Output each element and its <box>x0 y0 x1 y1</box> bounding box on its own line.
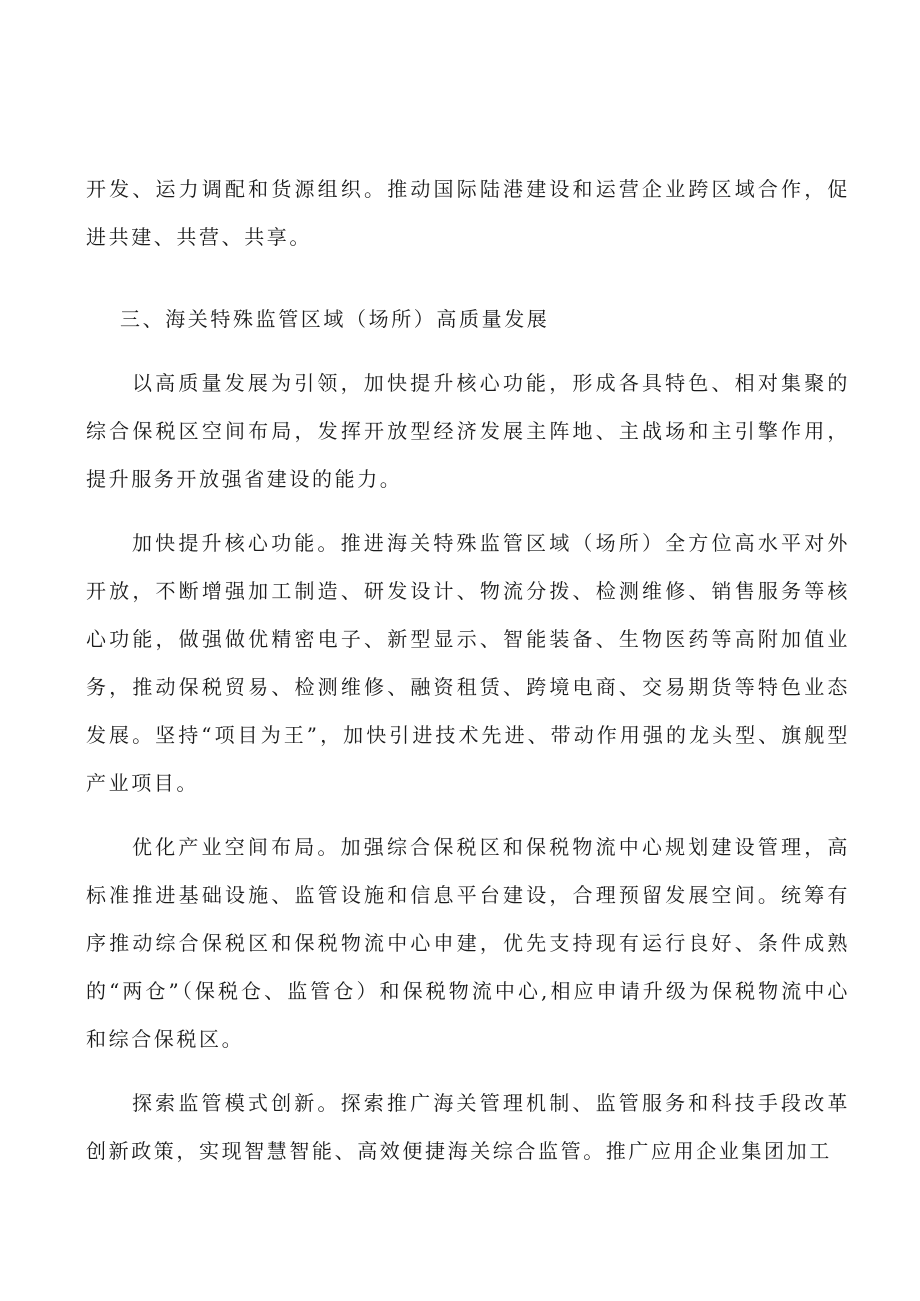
paragraph-continuation: 开发、运力调配和货源组织。推动国际陆港建设和运营企业跨区域合作，促进共建、共营、共享。 <box>86 177 850 249</box>
paragraph-supervision-innovation: 探索监管模式创新。探索推广海关管理机制、监管服务和科技手段改革创新政策，实现智慧智能、高效便捷海关综合监管。推广应用企业集团加工 <box>86 1091 850 1163</box>
paragraph-core-functions: 加快提升核心功能。推进海关特殊监管区域（场所）全方位高水平对外开放，不断增强加工制造、研发设计、物流分拨、检测维修、销售服务等核心功能，做强做优精密电子、新型显示、智能装备、生物医药等高附加值业务，推动保税贸易、检测维修、融资租赁、跨境电商、交易期货等特色业态发展。坚持“项目为王”，加快引进技术先进、带动作用强的龙头型、旗舰型产业项目。 <box>86 531 850 795</box>
paragraph-intro: 以高质量发展为引领，加快提升核心功能，形成各具特色、相对集聚的综合保税区空间布局，发挥开放型经济发展主阵地、主战场和主引擎作用，提升服务开放强省建设的能力。 <box>86 371 850 491</box>
document-body <box>86 165 850 1175</box>
section-heading: 三、海关特殊监管区域（场所）高质量发展 <box>120 307 550 331</box>
paragraph-spatial-layout: 优化产业空间布局。加强综合保税区和保税物流中心规划建设管理，高标准推进基础设施、监管设施和信息平台建设，合理预留发展空间。统筹有序推动综合保税区和保税物流中心申建，优先支持现有运行良好、条件成熟的“两仓”（保税仓、监管仓）和保税物流中心,相应申请升级为保税物流中心和综合保税区。 <box>86 835 850 1051</box>
